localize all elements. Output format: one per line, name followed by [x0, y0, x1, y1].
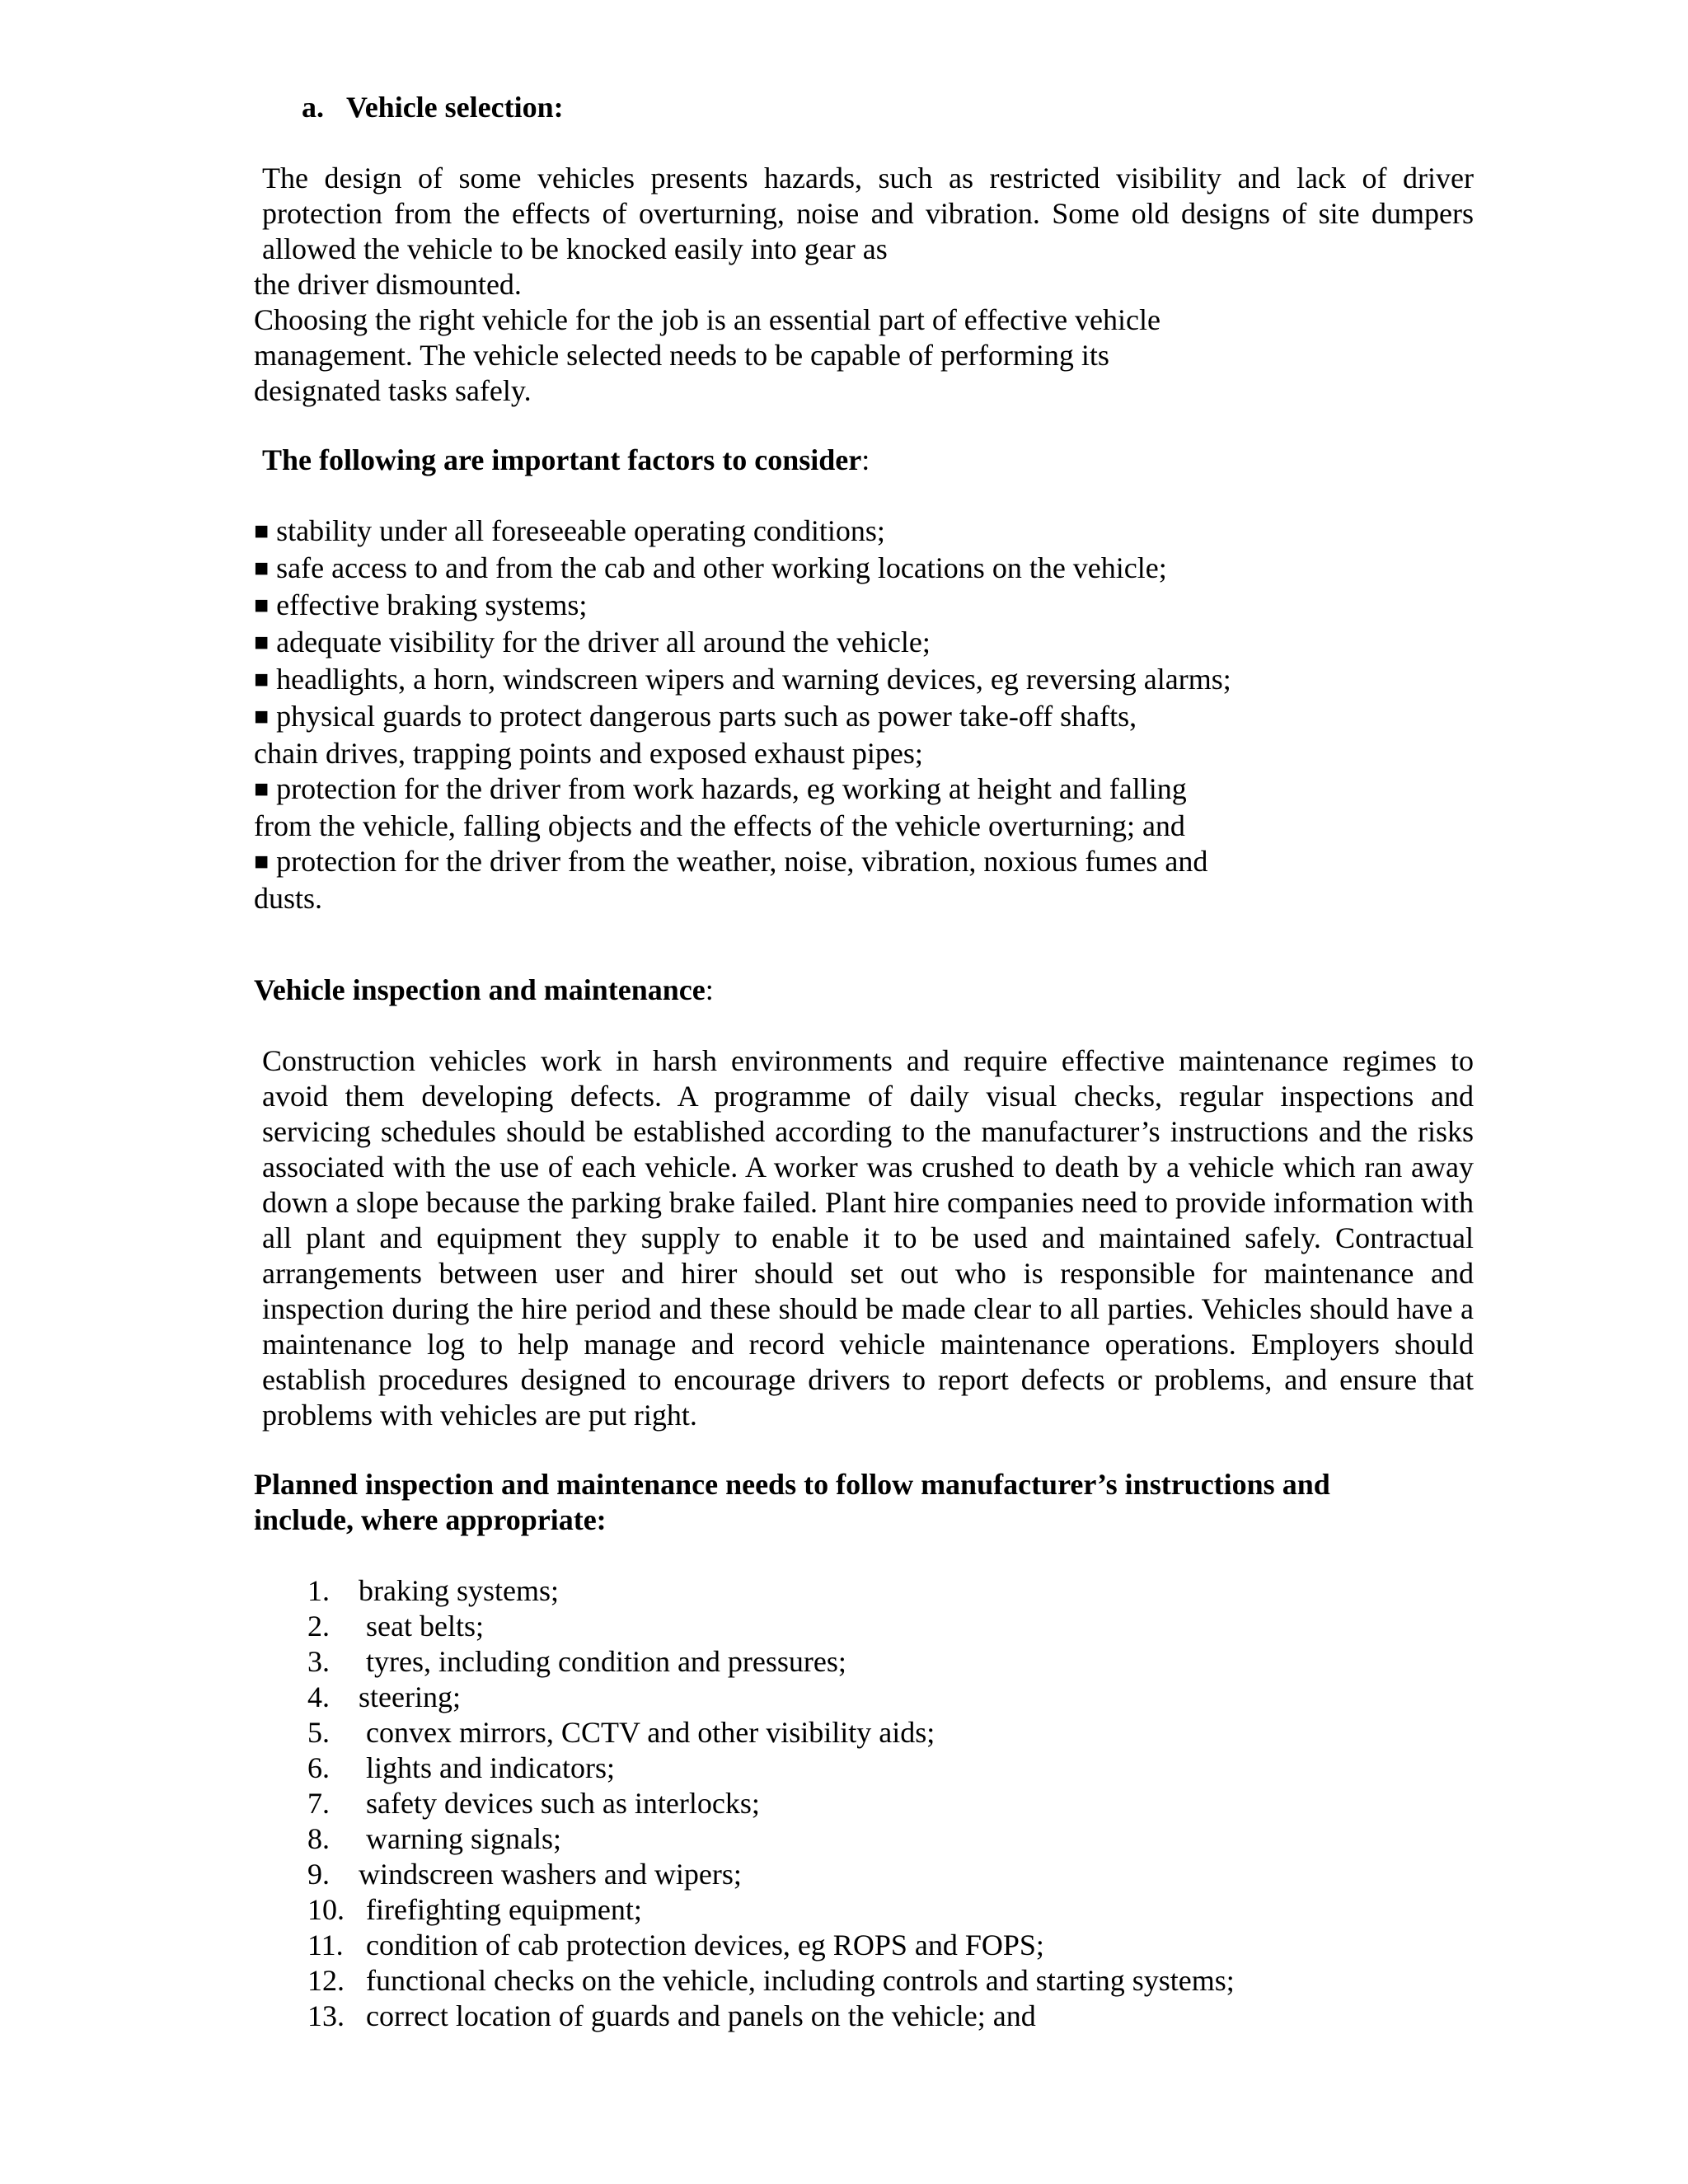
numbered-list	[307, 1573, 1527, 2034]
list-item-number: 11.	[307, 1929, 344, 1961]
list-item-text: lights and indicators;	[359, 1751, 615, 1784]
list-item-number: 1.	[307, 1574, 330, 1607]
list-item	[307, 1892, 1527, 1928]
list-item: ■ protection for the driver from the weather, noise, vibration, noxious fumes and	[254, 845, 1208, 878]
list-item: ■ stability under all foreseeable operating conditions;	[254, 514, 885, 547]
section-title: Vehicle selection:	[346, 91, 564, 124]
planned-heading	[254, 1467, 1474, 1538]
list-item-number: 3.	[307, 1645, 330, 1678]
list-item-continuation: dusts.	[254, 882, 323, 915]
list-item: ■ adequate visibility for the driver all around the vehicle;	[254, 626, 931, 658]
list-item-text: correct location of guards and panels on the vehicle; and	[359, 1999, 1036, 2032]
inspection-heading-colon: :	[705, 973, 714, 1006]
bullet-icon: ■	[254, 776, 270, 803]
planned-heading-line: Planned inspection and maintenance needs to follow manufacturer’s instructions and	[254, 1468, 1330, 1501]
list-item-number: 8.	[307, 1822, 330, 1855]
intro-text-line: management. The vehicle selected needs to be capable of performing its	[254, 339, 1109, 372]
list-item-text: steering;	[359, 1680, 461, 1713]
list-item-text: functional checks on the vehicle, including controls and starting systems;	[359, 1964, 1235, 1997]
list-item-text: convex mirrors, CCTV and other visibility aids;	[359, 1716, 935, 1749]
list-item-number: 10.	[307, 1893, 345, 1926]
bullet-icon: ■	[254, 592, 270, 619]
list-item-number: 13.	[307, 1999, 345, 2032]
factors-heading	[254, 443, 1474, 478]
list-item: ■ physical guards to protect dangerous parts such as power take-off shafts,	[254, 700, 1137, 733]
factors-heading-colon: :	[861, 443, 870, 476]
list-item	[307, 1928, 1527, 1963]
list-item-text: seat belts;	[359, 1610, 484, 1643]
factors-list	[254, 513, 1474, 916]
list-item-text: braking systems;	[359, 1574, 559, 1607]
intro-paragraph	[254, 161, 1474, 409]
list-item-number: 2.	[307, 1610, 330, 1643]
intro-text-line: designated tasks safely.	[254, 374, 532, 407]
list-item	[307, 1963, 1527, 1999]
bullet-icon: ■	[254, 518, 270, 545]
bullet-icon: ■	[254, 848, 270, 875]
list-item	[307, 1750, 1527, 1786]
list-item-number: 4.	[307, 1680, 330, 1713]
list-item-text: tyres, including condition and pressures;	[359, 1645, 846, 1678]
bullet-icon: ■	[254, 666, 270, 693]
list-item	[307, 1715, 1527, 1750]
section-marker: a.	[302, 91, 324, 124]
list-item	[307, 1999, 1527, 2034]
list-item	[307, 1609, 1527, 1644]
list-item-text: firefighting equipment;	[359, 1893, 642, 1926]
list-item-number: 7.	[307, 1787, 330, 1820]
list-item	[307, 1821, 1527, 1857]
list-item: ■ effective braking systems;	[254, 588, 588, 621]
list-item	[307, 1857, 1527, 1892]
list-item-text: condition of cab protection devices, eg ROPS and FOPS;	[359, 1929, 1044, 1961]
section-heading	[302, 90, 1522, 125]
list-item	[307, 1573, 1527, 1609]
list-item-number: 6.	[307, 1751, 330, 1784]
intro-text: The design of some vehicles presents hazards, such as restricted visibility and lack of driver protection from the effects of overturning, noise and vibration. Some old designs of site dumpers allowed the vehicle to be knocked easily into gear as	[262, 162, 1474, 265]
inspection-heading	[254, 972, 1474, 1008]
list-item-text: windscreen washers and wipers;	[359, 1858, 742, 1891]
maintenance-list	[307, 1573, 1527, 2034]
inspection-heading-text: Vehicle inspection and maintenance	[254, 973, 706, 1006]
inspection-paragraph	[254, 1043, 1474, 1433]
list-item-number: 12.	[307, 1964, 345, 1997]
factors-heading-text: The following are important factors to consider	[262, 443, 862, 476]
list-item-text: warning signals;	[359, 1822, 561, 1855]
list-item-text: safety devices such as interlocks;	[359, 1787, 760, 1820]
inspection-text: Construction vehicles work in harsh environments and require effective maintenance regimes to avoid them developing defects. A programme of daily visual checks, regular inspections and servicing schedules should be established according to the manufacturer’s instructions and the risks associated with the use of each vehicle. A worker was crushed to death by a vehicle which ran away down a slope because the parking brake failed. Plant hire companies need to provide information with all plant and equipment they supply to enable it to be used and maintained safely. Contractual arrangements between user and hirer should set out who is responsible for maintenance and inspection during the hire period and these should be made clear to all parties. Vehicles should have a maintenance log to help manage and record vehicle maintenance operations. Employers should establish procedures designed to encourage drivers to report defects or problems, and ensure that problems with vehicles are put right.	[262, 1044, 1474, 1432]
list-item-continuation: from the vehicle, falling objects and the effects of the vehicle overturning; and	[254, 809, 1185, 842]
list-item	[307, 1786, 1527, 1821]
list-item: ■ headlights, a horn, windscreen wipers and warning devices, eg reversing alarms;	[254, 663, 1231, 696]
bullet-icon: ■	[254, 703, 270, 730]
list-item-continuation: chain drives, trapping points and exposed exhaust pipes;	[254, 737, 923, 770]
bullet-icon: ■	[254, 555, 270, 582]
list-item: ■ protection for the driver from work hazards, eg working at height and falling	[254, 772, 1187, 805]
planned-heading-line: include, where appropriate:	[254, 1503, 607, 1536]
list-item-number: 9.	[307, 1858, 330, 1891]
intro-text-line: the driver dismounted.	[254, 268, 522, 301]
list-item: ■ safe access to and from the cab and other working locations on the vehicle;	[254, 551, 1167, 584]
bullet-icon: ■	[254, 629, 270, 656]
list-item	[307, 1680, 1527, 1715]
list-item	[307, 1644, 1527, 1680]
list-item-number: 5.	[307, 1716, 330, 1749]
intro-text-line: Choosing the right vehicle for the job is an essential part of effective vehicle	[254, 303, 1160, 336]
